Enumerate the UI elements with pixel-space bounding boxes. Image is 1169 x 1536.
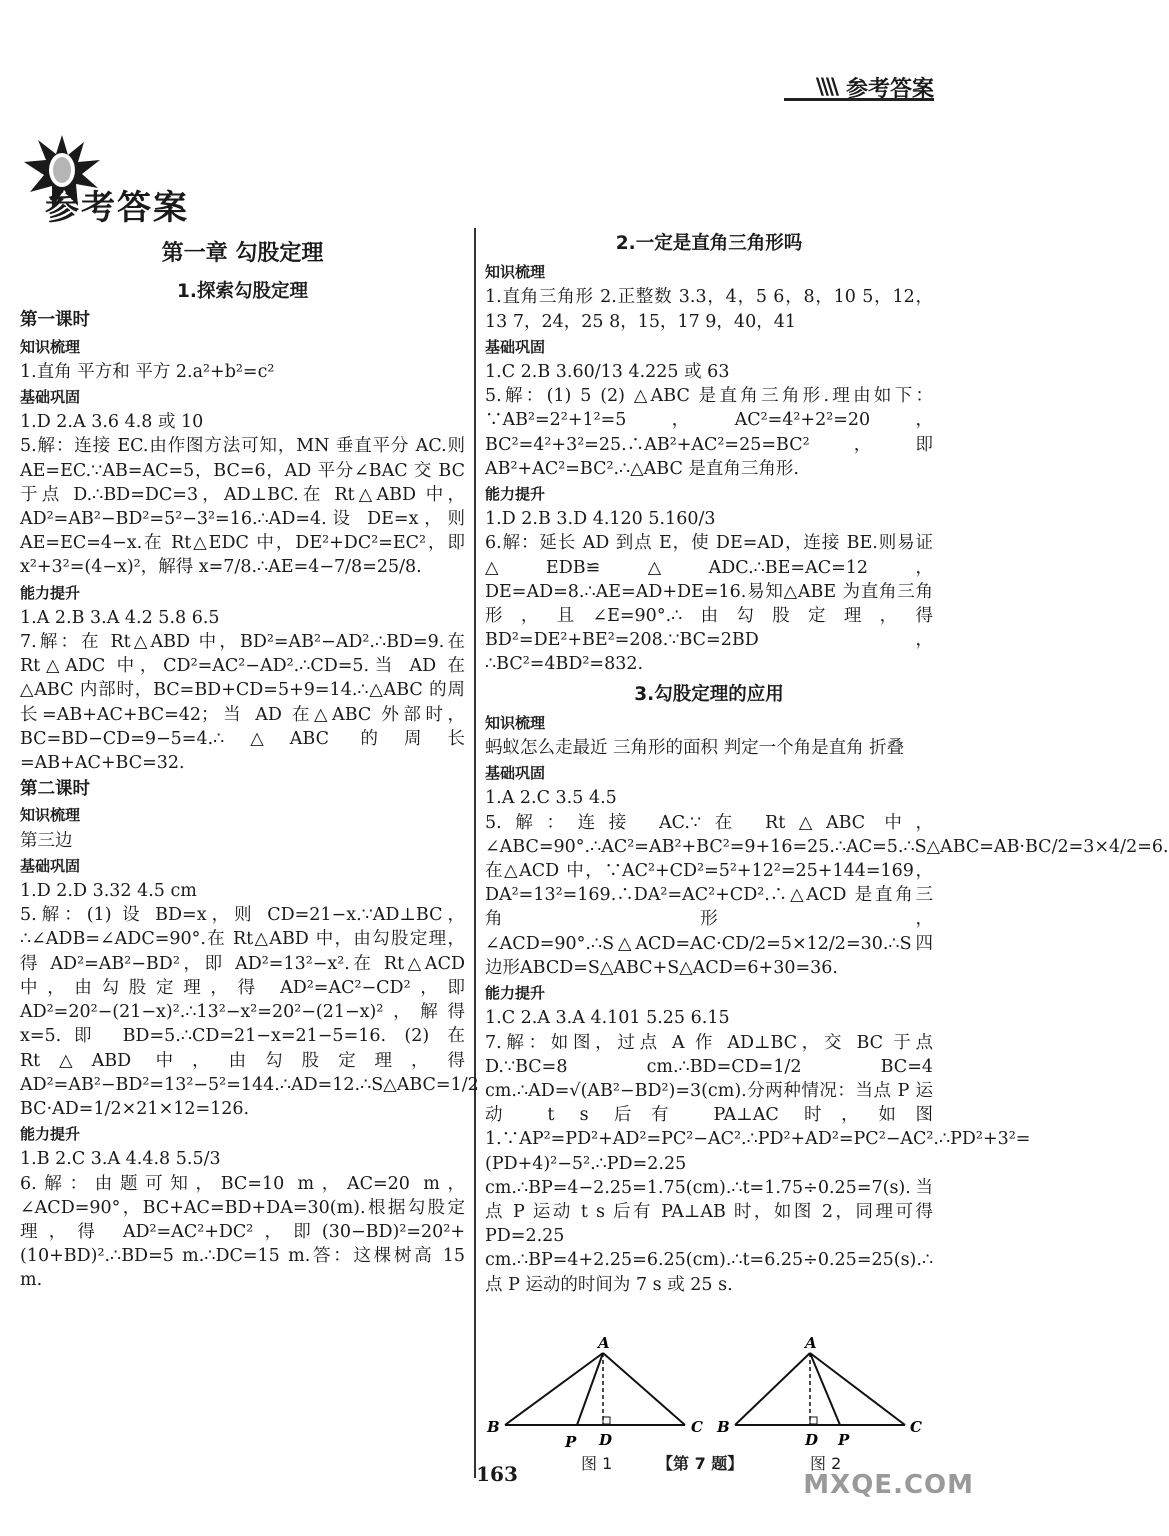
answer-line: 1.B 2.C 3.A 4.4.8 5.5/3: [20, 1149, 221, 1170]
point-label: D: [599, 1431, 613, 1449]
section-title-3: 3.勾股定理的应用: [634, 683, 784, 705]
answer-line: 1.直角 平方和 平方 2.a²+b²=c²: [20, 361, 275, 382]
section-title-2: 2.一定是直角三角形吗: [615, 233, 803, 254]
point-label: A: [598, 1334, 610, 1352]
header-underline: [784, 98, 934, 101]
point-label: C: [910, 1418, 922, 1436]
solution-paragraph: 5.解：连接 AC.∵在 Rt△ABC 中，∠ABC=90°.∴AC²=AB²+BC²=9+16=25.∴AC=5.∴S△ABC=AB·BC/2=3×4/2=6.在△ACD 中，∵AC²+CD²=5²+12²=25+144=169，DA²=13²=169.∴DA²=AC²+CD².∴△ACD 是直角三角形，∠ACD=90°.∴S△ACD=AC·CD/2=5×12/2=30.∴S四边形ABCD=S△ABC+S△ACD=6+30=36.: [485, 812, 1169, 978]
header-title: 参考答案: [845, 77, 934, 102]
column-divider: [474, 228, 476, 1478]
answer-line: 1.C 2.A 3.A 4.101 5.25 6.15: [485, 1008, 730, 1029]
answer-line: 1.A 2.B 3.A 4.2 5.8 6.5: [20, 607, 220, 628]
logo-title: 参考答案: [45, 188, 189, 228]
label-ability: 能力提升: [20, 583, 81, 602]
point-label: P: [838, 1431, 850, 1449]
point-label: B: [487, 1418, 500, 1436]
figures-question-7: [485, 1335, 933, 1475]
solution-paragraph: 5.解：(1) 5 (2) △ABC 是直角三角形.理由如下：∵AB²=2²+1²=5，AC²=4²+2²=20，BC²=4²+3²=25.∴AB²+AC²=25=BC²，即 AB²+AC²=BC².∴△ABC 是直角三角形.: [485, 386, 933, 479]
solution-paragraph: 6.解：由题可知，BC=10 m，AC=20 m，∠ACD=90°，BC+AC=BD+DA=30(m).根据勾股定理，得 AD²=AC²+DC²，即(30−BD)²=20²+(10+BD)².∴BD=5 m.∴DC=15 m.答：这棵树高 15 m.: [20, 1173, 465, 1291]
page-number: 163: [476, 1462, 518, 1486]
solution-paragraph: 7.解：在 Rt△ABD 中，BD²=AB²−AD².∴BD=9.在 Rt△ADC 中，CD²=AC²−AD².∴CD=5.当 AD 在△ABC 内部时，BC=BD+CD=5+9=14.∴△ABC 的周长=AB+AC+BC=42；当 AD 在△ABC 外部时，BC=BD−CD=9−5=4.∴△ABC 的周长=AB+AC+BC=32.: [20, 632, 465, 774]
label-basic: 基础巩固: [485, 337, 546, 356]
answer-line: 1.C 2.B 3.60/13 4.225 或 63: [485, 362, 730, 383]
answer-line: 1.D 2.A 3.6 4.8 或 10: [20, 412, 204, 433]
label-ability: 能力提升: [20, 1125, 81, 1144]
section-title-1: 1.探索勾股定理: [177, 281, 308, 303]
label-knowledge: 知识梳理: [20, 806, 81, 825]
left-column: [20, 238, 479, 1293]
lesson-1-title: 第一课时: [20, 310, 90, 331]
solution-paragraph: 7.解：如图，过点 A 作 AD⊥BC，交 BC 于点 D.∵BC=8 cm.∴BD=CD=1/2 BC=4 cm.∴AD=√(AB²−BD²)=3(cm).分两种情况：当点 P 运动 t s 后有 PA⊥AC 时，如图 1.∵AP²=PD²+AD²=PC²−AC².∴PD²+AD²=PC²−AC².∴PD²+3²=(PD+4)²−5².∴PD=2.25 cm.∴BP=4−2.25=1.75(cm).∴t=1.75÷0.25=7(s).当点 P 运动 t s 后有 PA⊥AB 时，如图 2，同理可得 PD=2.25 cm.∴BP=4+2.25=6.25(cm).∴t=6.25÷0.25=25(s).∴点 P 运动的时间为 7 s 或 25 s.: [485, 1032, 1031, 1295]
watermark: MXQE.COM: [803, 1470, 974, 1500]
point-label: D: [805, 1431, 819, 1449]
label-knowledge: 知识梳理: [485, 713, 546, 732]
answer-line: 1.A 2.C 3.5 4.5: [485, 788, 617, 809]
answer-line: 蚂蚁怎么走最近 三角形的面积 判定一个角是直角 折叠: [485, 738, 905, 759]
answer-line: 1.直角三角形 2.正整数 3.3，4，5 6，8，10 5，12，13 7，24，25 8，15，17 9，40，41: [485, 287, 933, 332]
right-column: [485, 226, 1169, 1297]
point-label: C: [691, 1418, 703, 1436]
label-basic: 基础巩固: [485, 764, 546, 783]
point-label: A: [805, 1334, 817, 1352]
header-slashes: \\\\: [815, 75, 836, 100]
figure-2: [716, 1334, 922, 1449]
figure-1-caption: 图 1: [581, 1454, 613, 1473]
solution-paragraph: 6.解：延长 AD 到点 E，使 DE=AD，连接 BE.则易证△EDB≌△ADC.∴BE=AC=12，DE=AD=8.∴AE=AD+DE=16.易知△ABE 为直角三角形，且∠E=90°.∴由勾股定理，得 BD²=DE²+BE²=208.∵BC=2BD，∴BC²=4BD²=832.: [485, 533, 933, 675]
label-knowledge: 知识梳理: [485, 263, 546, 282]
figure-1: [486, 1334, 703, 1451]
label-basic: 基础巩固: [20, 388, 81, 407]
answer-line: 1.D 2.D 3.32 4.5 cm: [20, 881, 197, 902]
label-ability: 能力提升: [485, 984, 546, 1003]
answer-line: 第三边: [20, 830, 73, 851]
label-knowledge: 知识梳理: [20, 337, 81, 356]
solution-paragraph: 5.解：连接 EC.由作图方法可知，MN 垂直平分 AC.则 AE=EC.∵AB=AC=5，BC=6，AD 平分∠BAC 交 BC 于点 D.∴BD=DC=3，AD⊥BC.在 Rt△ABD 中，AD²=AB²−BD²=5²−3²=16.∴AD=4.设 DE=x，则 AE=EC=4−x.在 Rt△EDC 中，DE²+DC²=EC²，即 x²+3²=(4−x)²，解得 x=7/8.∴AE=4−7/8=25/8.: [20, 436, 465, 578]
solution-paragraph: 5.解：(1) 设 BD=x，则 CD=21−x.∵AD⊥BC，∴∠ADB=∠ADC=90°.在 Rt△ABD 中，由勾股定理，得 AD²=AB²−BD²，即 AD²=13²−x².在 Rt△ACD 中，由勾股定理，得 AD²=AC²−CD²，即 AD²=20²−(21−x)².∴13²−x²=20²−(21−x)²，解得 x=5.即 BD=5.∴CD=21−x=21−5=16. (2) 在 Rt△ABD 中，由勾股定理，得 AD²=AB²−BD²=13²−5²=144.∴AD=12.∴S△ABC=1/2 BC·AD=1/2×21×12=126.: [20, 905, 479, 1119]
lesson-2-title: 第二课时: [20, 779, 90, 800]
figure-2-caption: 图 2: [810, 1454, 842, 1473]
answer-line: 1.D 2.B 3.D 4.120 5.160/3: [485, 509, 716, 530]
point-label: B: [717, 1418, 730, 1436]
chapter-title: 第一章 勾股定理: [161, 241, 324, 266]
figure-note: 【第 7 题】: [657, 1454, 744, 1473]
point-label: P: [565, 1433, 577, 1451]
label-basic: 基础巩固: [20, 856, 81, 875]
label-ability: 能力提升: [485, 485, 546, 504]
